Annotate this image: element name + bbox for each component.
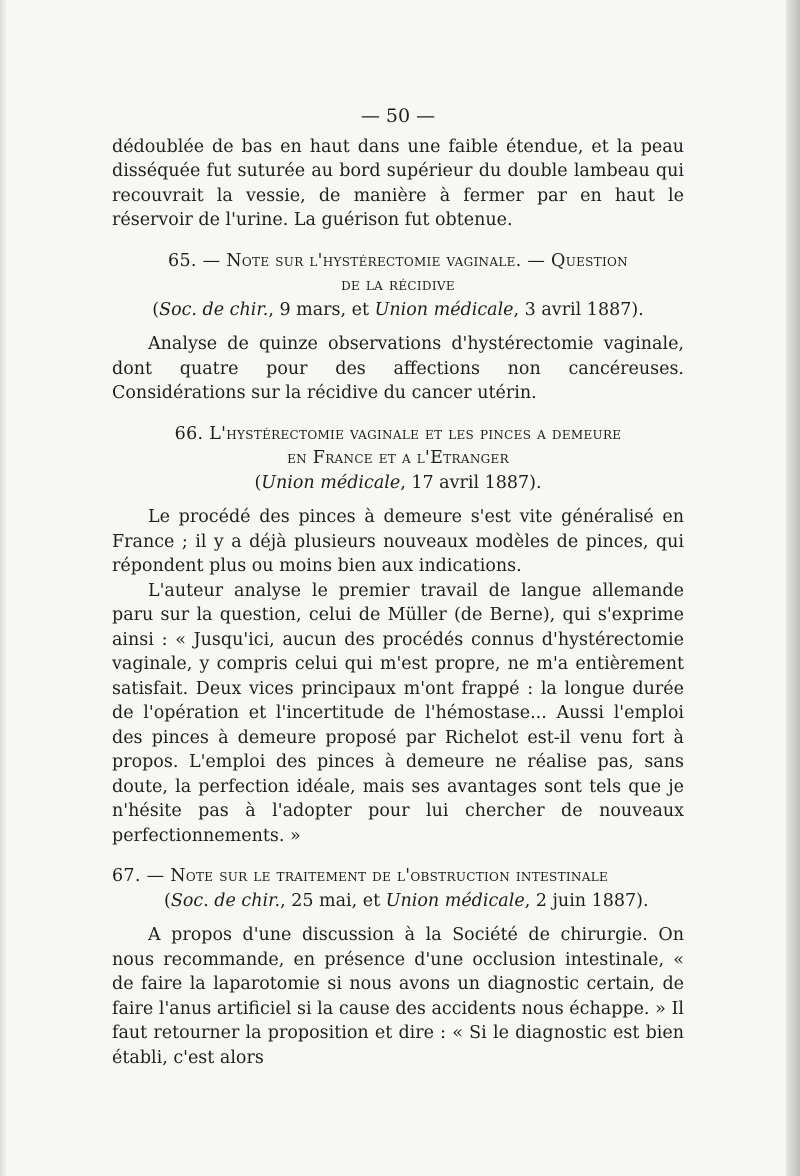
section-65-source: (Soc. de chir., 9 mars, et Union médicale, 3 avril 1887). xyxy=(152,299,644,320)
section-67-title: 67. — Note sur le traitement de l'obstruction intestinale xyxy=(112,866,609,886)
section-65-title: 65. — Note sur l'hystérectomie vaginale. — Question xyxy=(168,250,628,271)
section-66-body-2: L'auteur analyse le premier travail de langue allemande paru sur la question, celui de Müller (de Berne), qui s'exprime ainsi : « Jusqu'ici, aucun des procédés connus d'hystérectomie vaginale, y compris celui qui m'est propre, ne m'a entièrement satisfait. Deux vices principaux m'ont frappé : la longue durée de l'opération et l'incertitude de l'hémostase... Aussi l'emploi des pinces à demeure proposé par Richelot est-il venu fort à propos. L'emploi des pinces à demeure ne réalise pas, sans doute, la perfection idéale, mais ses avantages sont tels que je n'hésite pas à l'adopter pour lui chercher de nouveaux perfectionnements. » xyxy=(112,580,684,846)
section-66-title-line2: en France et a l'Etranger xyxy=(287,448,509,468)
page-left-shadow xyxy=(0,0,6,1176)
section-65-body: Analyse de quinze observations d'hystérectomie vaginale, dont quatre pour des affections non cancéreuses. Considérations sur la récidive du cancer utérin. xyxy=(112,334,684,403)
page-number: — 50 — xyxy=(360,105,436,127)
section-67-body: A propos d'une discussion à la Société de chirurgie. On nous recommande, en présence d'une occlusion intestinale, « de faire la laparotomie si nous avons un diagnostic certain, de faire l'anus artificiel si la cause des accidents nous échappe. » Il faut retourner la proposition et dire : « Si le diagnostic est bien établi, c'est alors xyxy=(112,925,684,1068)
page-right-shadow xyxy=(786,0,800,1176)
section-65-heading xyxy=(112,249,684,323)
page-content xyxy=(112,104,684,1070)
section-66-heading xyxy=(112,422,684,496)
section-66-title: 66. L'hystérectomie vaginale et les pinces a demeure xyxy=(174,423,622,444)
section-66-body-1: Le procédé des pinces à demeure s'est vite généralisé en France ; il y a déjà plusieurs nouveaux modèles de pinces, qui répondent plus ou moins bien aux indications. xyxy=(112,507,684,576)
paragraph-continuation: dédoublée de bas en haut dans une faible étendue, et la peau disséquée fut suturée au bord supérieur du double lambeau qui recouvrait la vessie, de manière à fermer par en haut le réservoir de l'urine. La guérison fut obtenue. xyxy=(112,136,684,230)
section-65-title-line2: de la récidive xyxy=(341,275,455,295)
section-66-source: (Union médicale, 17 avril 1887). xyxy=(254,472,542,493)
section-67-heading xyxy=(112,864,684,913)
section-67-source: (Soc. de chir., 25 mai, et Union médicale, 2 juin 1887). xyxy=(164,890,649,911)
